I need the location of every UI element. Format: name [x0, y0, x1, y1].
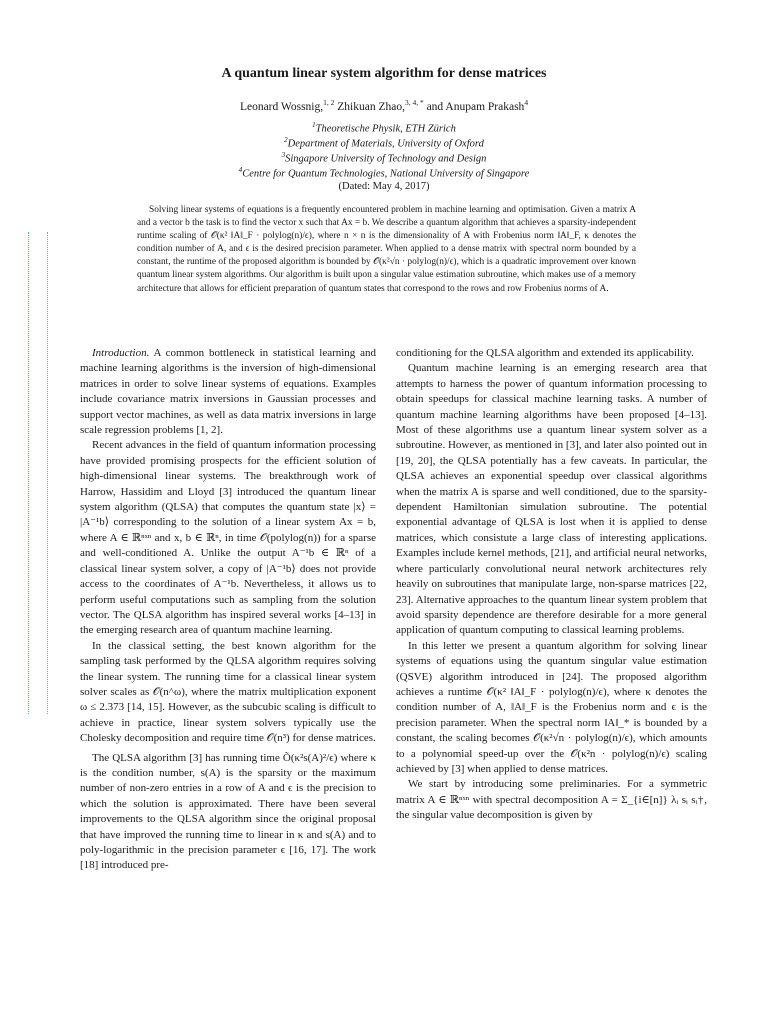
author-name: Zhikuan Zhao,: [337, 100, 405, 113]
paragraph: We start by introducing some preliminaries. For a symmetric matrix A ∈ ℝⁿˣⁿ with spectral decomposition A = Σ_{i∈[n]} λᵢ sᵢ sᵢ†, the singular value decomposition is given by: [396, 778, 707, 822]
body-column-right: [396, 346, 707, 824]
body-column-left: [80, 346, 376, 874]
affiliation: $^2$Department of Materials, University of Oxford: [284, 136, 484, 150]
author-affiliation-marker: 3, 4, *: [404, 98, 424, 107]
affiliation: $^1$Theoretische Physik, ETH Zürich: [312, 121, 456, 135]
arxiv-side-stamp: [28, 232, 48, 714]
paragraph: In the classical setting, the best known algorithm for the sampling task performed by the QLSA algorithm requires solving the linear system. The running time for a classical linear system solver scales as 𝒪(n^ω), where the matrix multiplication exponent ω ≤ 2.373 [14, 15]. However, as the subcubic scaling is difficult to achieve in practice, linear system solvers typically use the Cholesky decomposition and require time 𝒪(n³) for dense matrices.: [80, 639, 376, 745]
paragraph: In this letter we present a quantum algorithm for solving linear systems of equations using the quantum singular value estimation (QSVE) algorithm introduced in [24]. The proposed algorithm achieves a runtime 𝒪(κ² ‖A‖_F · polylog(n)/ϵ), where κ denotes the condition number of A, ‖A‖_F is the Frobenius norm and ϵ is the precision parameter. When the spectral norm ‖A‖_* is bounded by a constant, the scaling becomes 𝒪(κ²√n · polylog(n)/ϵ), which amounts to a polynomial speed-up over the 𝒪(κ²n · polylog(n)/ϵ) scaling achieved by [3] when applied to dense matrices.: [396, 639, 707, 775]
abstract: Solving linear systems of equations is a frequently encountered problem in machine learning and optimisation. Given a matrix A and a vector b the task is to find the vector x such that Ax = b. We describe a quantum algorithm that achieves a sparsity-independent runtime scaling of 𝒪(κ² ‖A‖_F · polylog(n)/ϵ), where n × n is the dimensionality of A with Frobenius norm ‖A‖_F, κ denotes the condition number of A, and ϵ is the desired precision parameter. When applied to a dense matrix with spectral norm bounded by a constant, the runtime of the proposed algorithm is bounded by 𝒪(κ²√n · polylog(n)/ϵ), which is a quadratic improvement over known quantum linear system algorithms. Our algorithm is built upon a singular value estimation subroutine, which makes use of a memory architecture that allows for efficient preparation of quantum states that correspond to the rows and row Frobenius norms of A.: [137, 205, 637, 294]
affiliation: $^4$Centre for Quantum Technologies, National University of Singapore: [238, 166, 530, 180]
author-name: Leonard Wossnig,: [239, 100, 324, 113]
affiliation: $^3$Singapore University of Technology and Design: [281, 151, 487, 165]
paragraph: Recent advances in the field of quantum information processing have provided promising prospects for the efficient solution of high-dimensional linear systems. The breakthrough work of Harrow, Hassidim and Lloyd [3] introduced the quantum linear system algorithm (QLSA) that computes the quantum state |x⟩ = |A⁻¹b⟩ corresponding to the solution of a linear system Ax = b, where A ∈ ℝⁿˣⁿ and x, b ∈ ℝⁿ, in time 𝒪(polylog(n)) for a sparse and well-conditioned A. Unlike the output A⁻¹b ∈ ℝⁿ of a classical linear system solver, a copy of |A⁻¹b⟩ does not provide access to the coordinates of A⁻¹b. Nevertheless, it allows us to perform useful computations such as sampling from the solution vector. The QLSA algorithm has inspired several works [4–13] in the emerging research area of quantum machine learning.: [80, 439, 376, 637]
author-affiliation-marker: 1, 2: [323, 98, 335, 107]
paragraph: Quantum machine learning is an emerging research area that attempts to harness the power of quantum information processing to obtain speedups for classical machine learning tasks. A number of quantum machine learning algorithms have been proposed [4–13]. Most of these algorithms use a quantum linear system solver as a subroutine. However, as mentioned in [3], and later also pointed out in [19, 20], the QLSA potentially has a few caveats. In particular, the QLSA achieves an exponential speedup over classical algorithms when the matrix A is sparse and well conditioned, due to the sparsity-dependent Hamiltonian simulation subroutine. The potential exponential advantage of QLSA is lost when it is applied to dense matrices, which consistute a large class of interesting applications. Examples include kernel methods, [21], and artificial neural networks, where particularly convolutional neural network architectures rely heavily on subroutines that manipulate large, non-sparse matrices [22, 23]. Alternative approaches to the quantum linear system problem that avoid sparsity dependence are therefore desirable for a more general application of quantum computing to classical learning problems.: [396, 362, 707, 637]
paragraph: The QLSA algorithm [3] has running time Õ(κ²s(A)²/ϵ) where κ is the condition number, s(A) is the sparsity or the maximum number of non-zero entries in a row of A and ϵ is the precision to which the solution is approximated. There have been several improvements to the QLSA algorithm since the original proposal that have improved the running time to linear in κ and s(A) and to poly-logarithmic in the precision parameter ϵ [16, 17]. The work [18] introduced pre-: [80, 751, 376, 872]
paragraph: conditioning for the QLSA algorithm and extended its applicability.: [396, 347, 694, 359]
paragraph: Introduction. A common bottleneck in statistical learning and machine learning algorithms is the inversion of high-dimensional matrices in order to solve linear systems of equations. Examples include covariance matrix inversions in Gaussian processes and support vector machines, as well as data matrix inversions in large scale regression problems [1, 2].: [80, 347, 376, 437]
author-name: and Anupam Prakash: [426, 100, 525, 113]
author-affiliation-marker: 4: [524, 98, 529, 107]
author-list: [0, 98, 768, 113]
paragraph-lead: Introduction.: [92, 347, 150, 359]
date-line: (Dated: May 4, 2017): [338, 181, 430, 192]
paper-title: A quantum linear system algorithm for dense matrices: [221, 66, 547, 81]
